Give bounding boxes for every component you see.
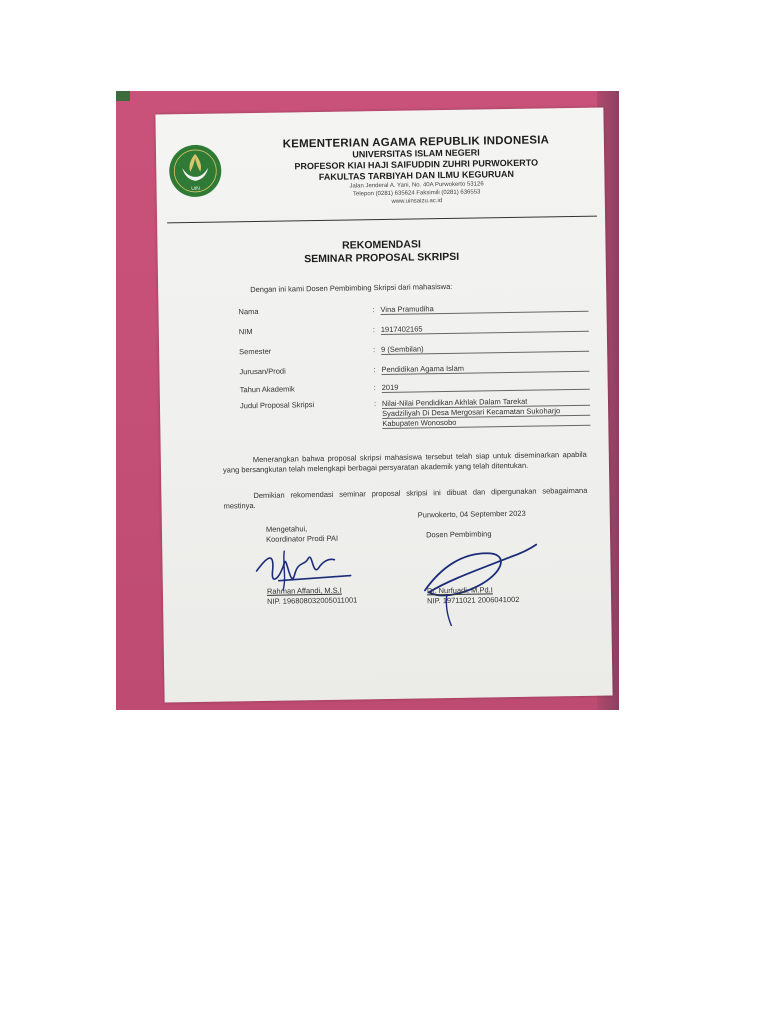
university-label: UNIVERSITAS ISLAM NEGERI: [352, 147, 480, 160]
faculty-name: FAKULTAS TARBIYAH DAN ILMU KEGURUAN: [318, 168, 515, 182]
supervisor-name: Dr. Nurfuadi, M.Pd.I: [426, 585, 493, 596]
letterhead: [236, 134, 597, 209]
coordinator-nip: NIP. 196808032005011001: [266, 594, 358, 606]
letter-paper: UIN KEMENTERIAN AGAMA REPUBLIK INDONESIA UNIVERSITAS ISLAM NEGERI PROFESOR KIAI HAJI SAIFUDDIN ZUHRI PURWOKERTO FAKULTAS TARBIYAH DAN ILMU KEGURUAN Jalan Jenderal A. Yani, No. 40A Purwokerto 53126 Telepon (0281) 635624 Faksimili (0281) 636553 www.uinsaizu.ac.id REKOMENDASI SEMINAR PROPOSAL SKRIPSI Dengan ini kami Dosen Pembimbing Skripsi dari mahasiswa: Nama : Vina Pramudiha NIM : 1917402165 Semester : 9 (Sembilan) Jurusan/Prodi : Pendidikan Agama Islam Tahun Akademik : 2019 Judul Proposal Skripsi : Nilai-Nilai Pendidikan Akhlak Dalam Tarekat Syadziliyah Di Desa Mergosari Kecamatan Sukoharjo Kabupaten Wonosobo Menerangkan bahwa proposal skripsi mahasiswa tersebut telah siap untuk diseminarkan apabila yang bersangkutan telah melengkapi berbagai persyaratan akademik yang telah ditentukan. Demikian rekomendasi seminar proposal skripsi ini dibuat dan dipergunakan sebagaimana mestinya. Purwokerto, 04 September 2023 Mengetahui, Koordinator Prodi PAI Dosen Pembimbing Rahman Affandi, M.S.I NIP. 196808032005011001 Dr. Nurfuadi, M.Pd.I NIP. 19711021 2006041002: [155, 108, 612, 703]
field-value-line: Kabupaten Wonosobo: [382, 416, 590, 429]
field-value: Pendidikan Agama Islam: [381, 362, 589, 375]
coordinator-name: Rahman Affandi, M.S.I: [266, 585, 342, 596]
field-value: 9 (Sembilan): [381, 342, 589, 355]
field-value: 1917402165: [381, 322, 589, 335]
svg-text:UIN: UIN: [191, 185, 200, 193]
field-value: Vina Pramudiha: [380, 302, 588, 315]
ministry-name: KEMENTERIAN AGAMA REPUBLIK INDONESIA: [282, 134, 550, 151]
field-value: 2019: [382, 380, 590, 393]
university-name: PROFESOR KIAI HAJI SAIFUDDIN ZUHRI PURWOKERTO: [294, 157, 539, 172]
field-label: Judul Proposal Skripsi: [239, 400, 315, 411]
university-logo-icon: [168, 144, 223, 199]
statement-paragraph: Menerangkan bahwa proposal skripsi mahasiswa tersebut telah siap untuk diseminarkan apabila yang bersangkutan telah melengkapi berbagai persyaratan akademik yang telah ditentukan.: [222, 449, 587, 475]
document-title: [157, 236, 605, 269]
coordinator-title: Koordinator Prodi PAI: [266, 533, 339, 544]
letterhead-divider: [167, 216, 597, 224]
supervisor-nip: NIP. 19711021 2006041002: [427, 594, 520, 605]
title-line-1: REKOMENDASI: [342, 238, 421, 252]
place-date: Purwokerto, 04 September 2023: [417, 508, 526, 520]
acknowledged-label: Mengetahui,: [265, 524, 308, 534]
field-label: Jurusan/Prodi: [239, 366, 286, 377]
address-line: Jalan Jenderal A. Yani, No. 40A Purwokerto 53126: [349, 181, 484, 190]
closing-paragraph: Demikian rekomendasi seminar proposal skripsi ini dibuat dan dipergunakan sebagaimana mestinya.: [223, 485, 588, 511]
left-signatory-block: [267, 585, 358, 605]
phone-line: Telepon (0281) 635624 Faksimili (0281) 636553: [352, 189, 481, 198]
background-edge: [116, 91, 130, 101]
field-value-line: Nilai-Nilai Pendidikan Akhlak Dalam Tarekat: [382, 396, 590, 409]
website-line: www.uinsaizu.ac.id: [391, 198, 443, 205]
field-label: NIM: [238, 327, 253, 337]
field-label: Tahun Akademik: [239, 384, 295, 395]
title-line-2: SEMINAR PROPOSAL SKRIPSI: [304, 250, 460, 266]
right-signatory-block: [427, 585, 520, 605]
field-label: Semester: [239, 346, 272, 357]
document-photo: [116, 91, 619, 710]
field-label: Nama: [238, 306, 259, 317]
supervisor-title: Dosen Pembimbing: [425, 529, 492, 540]
intro-text: Dengan ini kami Dosen Pembimbing Skripsi dari mahasiswa:: [250, 281, 453, 295]
field-value-line: Syadziliyah Di Desa Mergosari Kecamatan Sukoharjo: [382, 406, 590, 419]
